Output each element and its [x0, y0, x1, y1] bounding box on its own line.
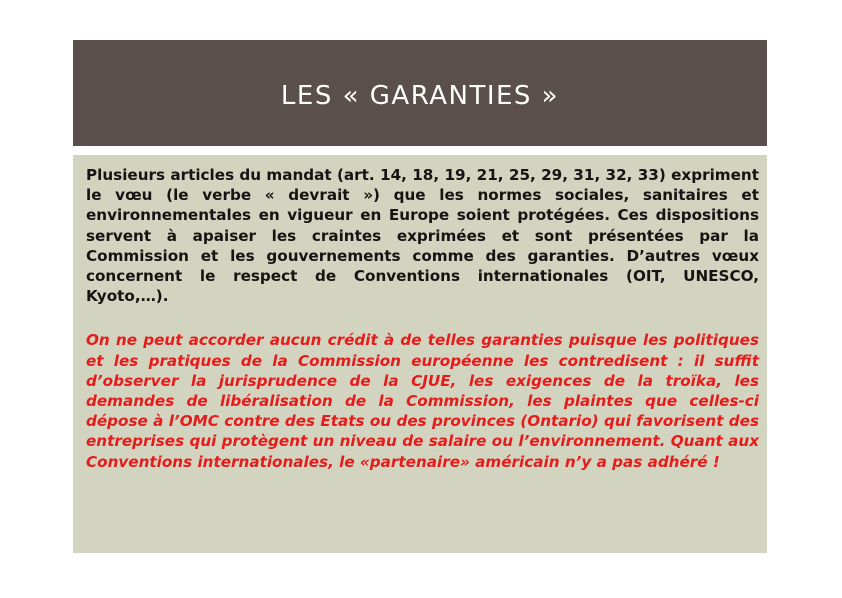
slide-content-box — [73, 155, 767, 553]
slide-title-bar — [73, 40, 767, 146]
highlight-paragraph: On ne peut accorder aucun crédit à de telles garanties puisque les politiques et les pratiques de la Commission européenne les contredisent : il suffit d’observer la jurisprudence de la CJUE, les exigences de la troïka, les demandes de libéralisation de la Commission, les plaintes que celles-ci dépose à l’OMC contre des Etats ou des provinces (Ontario) qui favorisent des entreprises qui protègent un niveau de salaire ou l’environnement. Quant aux Conventions internationales, le «partenaire» américain n’y a pas adhéré ! — [86, 331, 759, 471]
slide-title: LES « GARANTIES » — [280, 81, 560, 111]
body-paragraph: Plusieurs articles du mandat (art. 14, 18, 19, 21, 25, 29, 31, 32, 33) expriment le vœu (le verbe « devrait ») que les normes sociales, sanitaires et environnementales en vigueur en Europe soient protégées. Ces dispositions servent à apaiser les craintes exprimées et sont présentées par la Commission et les gouvernements comme des garanties. D’autres vœux concernent le respect de Conventions internationales (OIT, UNESCO, Kyoto,…). — [86, 166, 759, 306]
